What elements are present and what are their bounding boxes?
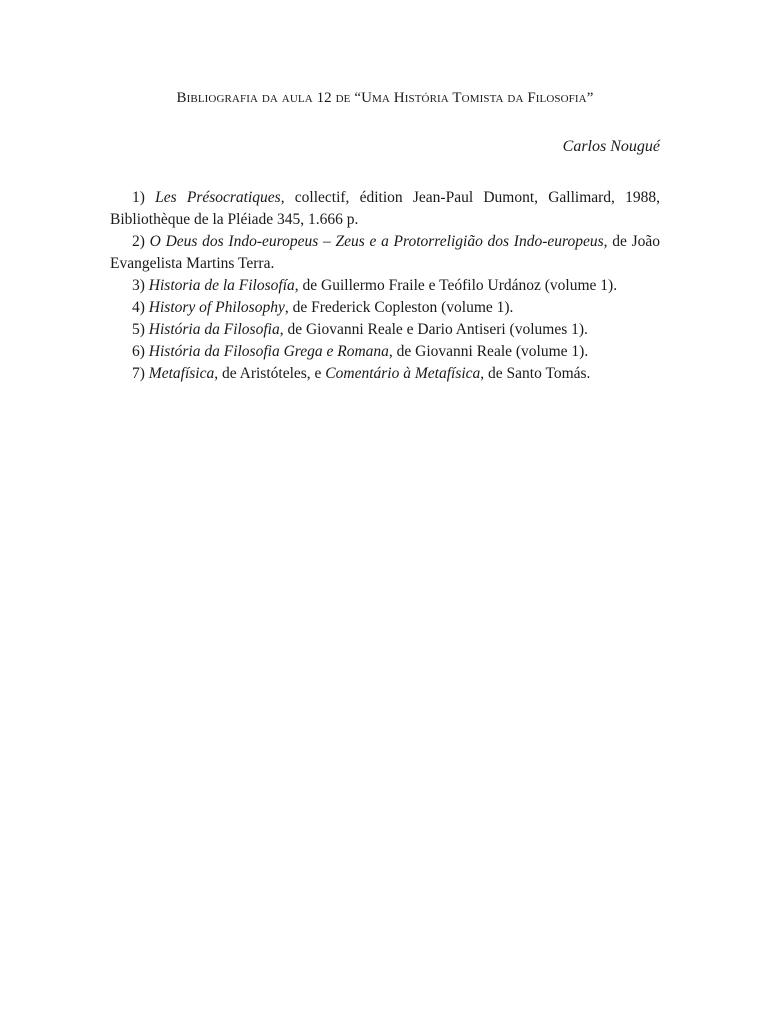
entry-number: 3) <box>132 277 145 294</box>
entry-details: , de Giovanni Reale e Dario Antiseri (volumes 1). <box>279 321 588 338</box>
entry-work-title: History of Philosophy <box>148 299 285 316</box>
entry-number: 7) <box>132 365 145 382</box>
entry-details: , de Frederick Copleston (volume 1). <box>284 299 514 316</box>
entry-number: 1) <box>132 189 145 206</box>
entry-number: 4) <box>132 299 145 316</box>
entry-details: , de Guillermo Fraile e Teófilo Urdánoz (volume 1). <box>294 277 618 294</box>
bibliography-list <box>110 187 660 385</box>
entry-work-title: Metafísica <box>148 365 215 382</box>
document-title: Bibliografia da aula 12 de “Uma História Tomista da Filosofia” <box>176 90 594 106</box>
bibliography-entry <box>110 341 660 363</box>
bibliography-entry <box>110 231 660 275</box>
entry-work-title: Les Présocratiques <box>155 189 281 206</box>
entry-details: , de Giovanni Reale (volume 1). <box>388 343 589 360</box>
entry-details: , collectif, édition Jean-Paul Dumont, Gallimard, 1988, Bibliothèque de la Pléiade 345, 1.666 p. <box>110 189 660 228</box>
entry-number: 6) <box>132 343 145 360</box>
entry-details: , de Santo Tomás. <box>480 365 591 382</box>
entry-number: 2) <box>132 233 145 250</box>
entry-details: , de João Evangelista Martins Terra. <box>110 233 661 272</box>
bibliography-entry <box>110 275 660 297</box>
entry-details: , de Aristóteles, e <box>214 365 326 382</box>
entry-work-title-secondary: Comentário à Metafísica <box>325 365 481 382</box>
bibliography-entry <box>110 187 660 231</box>
entry-work-title: Historia de la Filosofía <box>148 277 295 294</box>
entry-work-title: História da Filosofia <box>148 321 280 338</box>
bibliography-entry <box>110 297 660 319</box>
entry-number: 5) <box>132 321 145 338</box>
document-author: Carlos Nougué <box>562 138 660 155</box>
bibliography-entry <box>110 363 660 385</box>
entry-work-title: O Deus dos Indo-europeus – Zeus e a Protorreligião dos Indo-europeus <box>149 233 604 250</box>
bibliography-entry <box>110 319 660 341</box>
entry-work-title: História da Filosofia Grega e Romana <box>148 343 389 360</box>
